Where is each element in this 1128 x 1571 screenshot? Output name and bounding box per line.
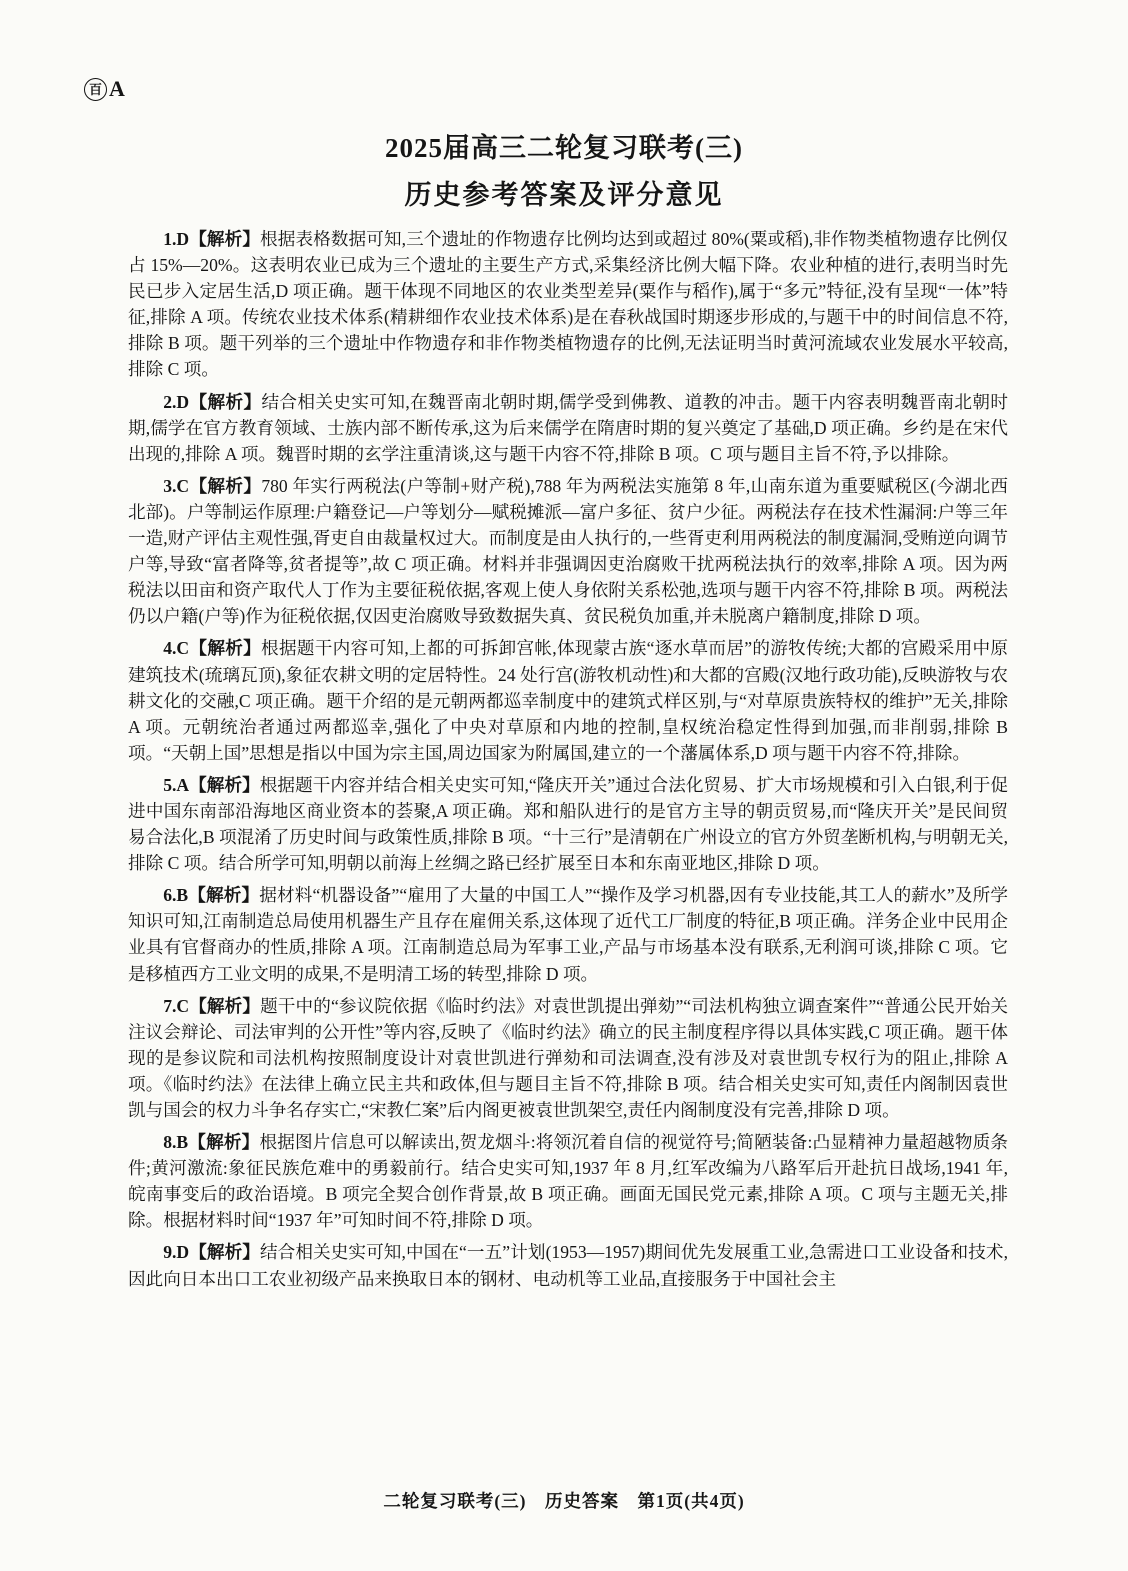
- answer-item-6: [128, 882, 1008, 986]
- answer-text: 结合相关史实可知,在魏晋南北朝时期,儒学受到佛教、道教的冲击。题干内容表明魏晋南北朝时期,儒学在官方教育领域、士族内部不断传承,这为后来儒学在隋唐时期的复兴奠定了基础,D 项正确。乡约是在宋代出现的,排除 A 项。魏晋时期的玄学注重清谈,这与题干内容不符,排除 B 项。C 项与题目主旨不符,予以排除。: [128, 391, 1008, 464]
- answer-item-7: [128, 993, 1008, 1123]
- logo-letter: A: [109, 76, 125, 101]
- analysis-tag: 【解析】: [189, 774, 260, 795]
- answer-number: 3.C: [163, 475, 190, 496]
- answer-number: 1.D: [163, 229, 190, 249]
- answer-text: 结合相关史实可知,中国在“一五”计划(1953—1957)期间优先发展重工业,急需进口工业设备和技术,因此向日本出口工农业初级产品来换取日本的钢材、电动机等工业品,直接服务于中国社会主: [128, 1242, 1008, 1289]
- exam-title: 2025届高三二轮复习联考(三): [385, 133, 743, 163]
- analysis-tag: 【解析】: [188, 1132, 260, 1153]
- brand-logo: [84, 76, 125, 102]
- answer-number: 4.C: [163, 638, 190, 659]
- analysis-tag: 【解析】: [189, 1242, 260, 1263]
- answer-text: 题干中的“参议院依据《临时约法》对袁世凯提出弹劾”“司法机构独立调查案件”“普通公民开始关注议会辩论、司法审判的公开性”等内容,反映了《临时约法》确立的民主制度程序得以具体实践,C 项正确。题干体现的是参议院和司法机构按照制度设计对袁世凯进行弹劾和司法调查,没有涉及对袁世凯专权行为的阻止,排除 A 项。《临时约法》在法律上确立民主共和政体,但与题目主旨不符,排除 B 项。结合相关史实可知,责任内阁制因袁世凯与国会的权力斗争名存实亡,“宋教仁案”后内阁更被袁世凯架空,责任内阁制度没有完善,排除 D 项。: [128, 995, 1008, 1120]
- answer-item-8: [128, 1129, 1008, 1233]
- answer-number: 7.C: [163, 995, 190, 1016]
- answer-number: 5.A: [163, 774, 190, 795]
- answer-item-4: [128, 635, 1008, 765]
- answer-item-2: [128, 389, 1008, 467]
- answer-number: 2.D: [163, 391, 190, 412]
- answer-text: 根据题干内容并结合相关史实可知,“隆庆开关”通过合法化贸易、扩大市场规模和引入白银,利于促进中国东南部沿海地区商业资本的荟聚,A 项正确。郑和船队进行的是官方主导的朝贡贸易,而“隆庆开关”是民间贸易合法化,B 项混淆了历史时间与政策性质,排除 B 项。“十三行”是清朝在广州设立的官方外贸垄断机构,与明朝无关,排除 C 项。结合所学可知,明朝以前海上丝绸之路已经扩展至日本和东南亚地区,排除 D 项。: [128, 774, 1008, 874]
- page-footer: 二轮复习联考(三) 历史答案 第1页(共4页): [383, 1491, 745, 1511]
- answer-text: 780 年实行两税法(户等制+财产税),788 年为两税法实施第 8 年,山南东道为重要赋税区(今湖北西北部)。户等制运作原理:户籍登记—户等划分—赋税摊派—富户多征、贫户少征。两税法存在技术性漏洞:户等三年一造,财产评估主观性强,胥吏自由裁量权过大。而制度是由人执行的,一些胥吏利用两税法的制度漏洞,受贿逆向调节户等,导致“富者降等,贫者提等”,故 C 项正确。材料并非强调因吏治腐败干扰两税法执行的效率,排除 A 项。因为两税法以田亩和资产取代人丁作为主要征税依据,客观上使人身依附关系松弛,选项与题干内容不符,排除 B 项。两税法仍以户籍(户等)作为征税依据,仅因吏治腐败导致数据失真、贫民税负加重,并未脱离户籍制度,排除 D 项。: [128, 475, 1008, 627]
- answers-list: [128, 226, 1008, 1292]
- answer-number: 6.B: [163, 885, 189, 906]
- answer-text: 根据图片信息可以解读出,贺龙烟斗:将领沉着自信的视觉符号;简陋装备:凸显精神力量超越物质条件;黄河激流:象征民族危难中的勇毅前行。结合史实可知,1937 年 8 月,红军改编为八路军后开赴抗日战场,1941 年,皖南事变后的政治语境。B 项完全契合创作背景,故 B 项正确。画面无国民党元素,排除 A 项。C 项与主题无关,排除。根据材料时间“1937 年”可知时间不符,排除 D 项。: [128, 1132, 1008, 1231]
- answer-text: 根据表格数据可知,三个遗址的作物遗存比例均达到或超过 80%(粟或稻),非作物类植物遗存比例仅占 15%—20%。这表明农业已成为三个遗址的主要生产方式,采集经济比例大幅下降。农业种植的进行,表明当时先民已步入定居生活,D 项正确。题干体现不同地区的农业类型差异(粟作与稻作),属于“多元”特征,没有呈现“一体”特征,排除 A 项。传统农业技术体系(精耕细作农业技术体系)是在春秋战国时期逐步形成的,与题干中的时间信息不符,排除 B 项。题干列举的三个遗址中作物遗存和非作物类植物遗存的比例,无法证明当时黄河流域农业发展水平较高,排除 C 项。: [128, 229, 1008, 380]
- analysis-tag: 【解析】: [189, 638, 262, 659]
- answer-sheet-title: 历史参考答案及评分意见: [404, 180, 724, 210]
- circled-char-icon: 百: [84, 78, 107, 101]
- answer-item-5: [128, 772, 1008, 876]
- answer-item-1: [128, 226, 1008, 383]
- analysis-tag: 【解析】: [188, 885, 260, 906]
- answer-item-3: [128, 473, 1008, 630]
- answer-item-9: [128, 1239, 1008, 1291]
- analysis-tag: 【解析】: [189, 391, 262, 412]
- analysis-tag: 【解析】: [189, 995, 261, 1016]
- analysis-tag: 【解析】: [189, 475, 262, 496]
- answer-text: 根据题干内容可知,上都的可拆卸宫帐,体现蒙古族“逐水草而居”的游牧传统;大都的宫殿采用中原建筑技术(琉璃瓦顶),象征农耕文明的定居特性。24 处行宫(游牧机动性)和大都的宫殿(汉地行政功能),反映游牧与农耕文化的交融,C 项正确。题干介绍的是元朝两都巡幸制度中的建筑式样区别,与“对草原贵族特权的维护”无关,排除 A 项。元朝统治者通过两都巡幸,强化了中央对草原和内地的控制,皇权统治稳定性得到加强,而非削弱,排除 B 项。“天朝上国”思想是指以中国为宗主国,周边国家为附属国,建立的一个藩属体系,D 项与题干内容不符,排除。: [128, 638, 1008, 763]
- answer-number: 8.B: [163, 1132, 189, 1153]
- title-block: [0, 0, 1128, 212]
- answer-number: 9.D: [163, 1242, 190, 1263]
- analysis-tag: 【解析】: [189, 229, 261, 249]
- answer-text: 据材料“机器设备”“雇用了大量的中国工人”“操作及学习机器,因有专业技能,其工人的薪水”及所学知识可知,江南制造总局使用机器生产且存在雇佣关系,这体现了近代工厂制度的特征,B 项正确。洋务企业中民用企业具有官督商办的性质,排除 A 项。江南制造总局为军事工业,产品与市场基本没有联系,无利润可谈,排除 C 项。它是移植西方工业文明的成果,不是明清工场的转型,排除 D 项。: [128, 885, 1008, 984]
